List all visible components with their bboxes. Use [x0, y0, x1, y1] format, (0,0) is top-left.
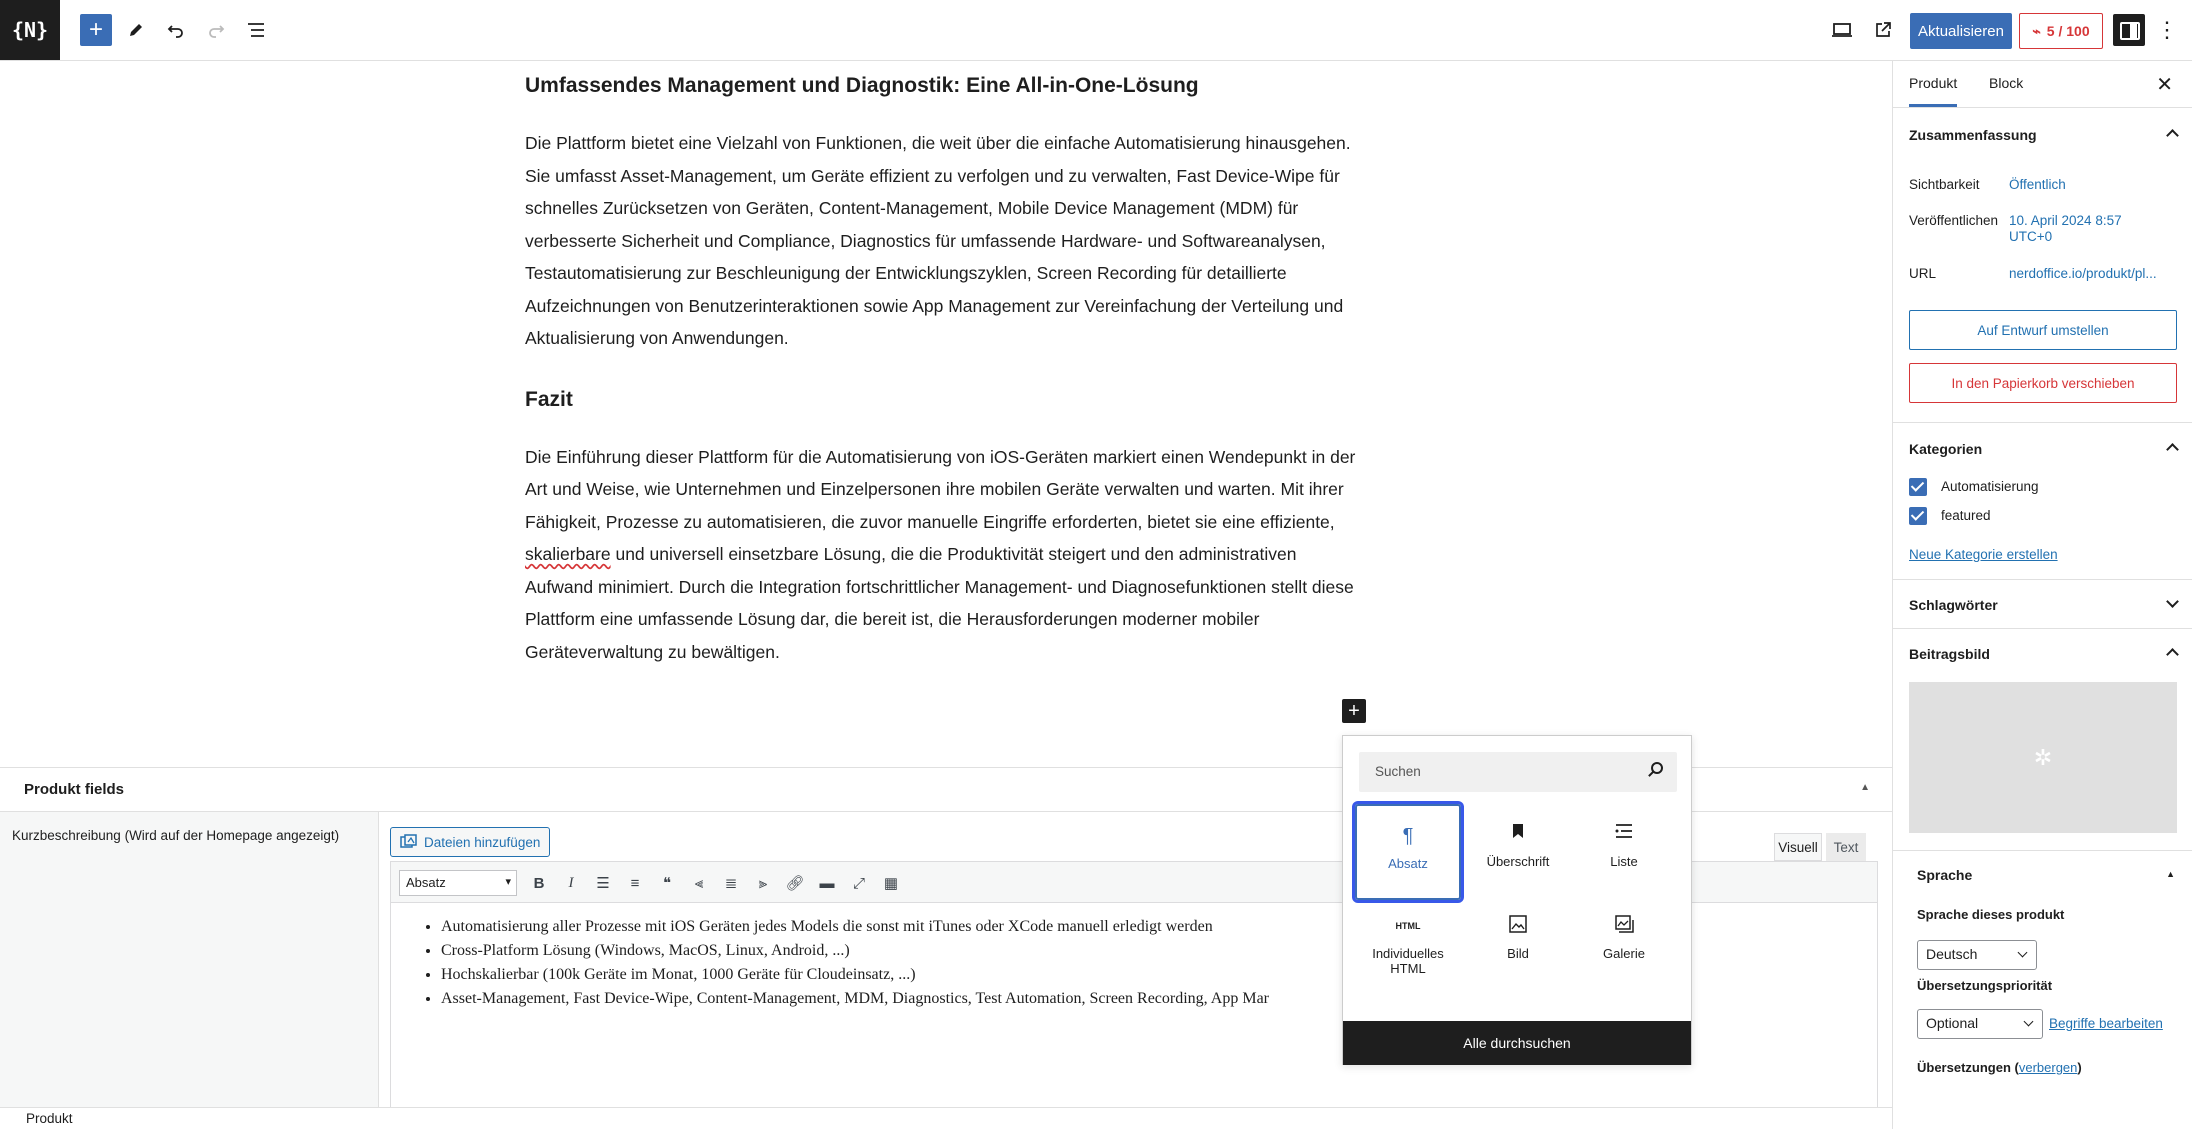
- switch-to-draft-button[interactable]: Auf Entwurf umstellen: [1909, 310, 2177, 350]
- list-item: • Cross-Platform Lösung (Windows, MacOS, Linux, Android, ...): [441, 939, 1269, 963]
- search-icon: [1651, 762, 1663, 774]
- url-label: URL: [1909, 266, 1937, 281]
- category-label: featured: [1941, 508, 1991, 523]
- block-label: Absatz: [1388, 856, 1428, 871]
- field-label: Kurzbeschreibung (Wird auf der Homepage angezeigt): [12, 828, 340, 843]
- paragraph-text: und universell einsetzbare Lösung, die die Produktivität steigert und den administrativen Aufwand minimiert. Durch die Integration fortschrittlicher Management- und Diagnosefunktionen stellt diese Plattform eine umfassende Lösung dar, die bereit ist, die Herausforderungen moderner mobiler Geräteverwaltung zu bewältigen.: [525, 544, 1354, 662]
- language-panel: [1893, 851, 2192, 1129]
- editor-canvas: [0, 61, 1892, 766]
- block-breadcrumb: [0, 1107, 1892, 1129]
- tab-text[interactable]: Text: [1826, 833, 1866, 861]
- misspelled-word: skalierbare: [525, 544, 611, 564]
- quick-inserter-popover: [1342, 735, 1692, 1065]
- preview-device-button[interactable]: [1826, 14, 1858, 46]
- chevron-up-icon[interactable]: [2166, 443, 2179, 456]
- read-more-icon[interactable]: ▬: [819, 874, 835, 892]
- bold-icon[interactable]: B: [533, 874, 545, 892]
- pencil-icon: [126, 20, 146, 40]
- sidebar-tabs: [1893, 61, 2192, 108]
- undo-button[interactable]: [160, 14, 192, 46]
- editor-header: [0, 0, 2192, 61]
- settings-sidebar-toggle[interactable]: [2113, 14, 2145, 46]
- content-paragraph[interactable]: [525, 441, 1365, 669]
- numbered-list-icon[interactable]: ≡: [630, 874, 640, 892]
- content-paragraph[interactable]: Die Plattform bietet eine Vielzahl von Funktionen, die weit über die einfache Automatisierung hinausgehen. Sie umfasst Asset-Management, um Geräte effizient zu verfolgen und zu verwalten, Fast Device-Wipe für schnelles Zurücksetzen von Geräten, Content-Management, Mobile Device Management (MDM) für verbesserte Sicherheit und Compliance, Diagnostics für umfassende Hardware- und Softwareanalysen, Testautomatisierung zur Beschleunigung der Entwicklungszyklen, Screen Recording für detaillierte Aufzeichnungen von Benutzerinteraktionen sowie App Management zur Vereinfachung der Verteilung und Aktualisierung von Anwendungen.: [525, 133, 1351, 348]
- search-placeholder: Suchen: [1375, 764, 1421, 779]
- more-options-button[interactable]: [2155, 14, 2179, 46]
- caret-up-icon[interactable]: ▲: [1860, 782, 1870, 793]
- block-heading[interactable]: [1465, 804, 1571, 900]
- score-icon: ⌁: [2032, 22, 2041, 39]
- list-view-icon: [245, 20, 267, 40]
- panel-title[interactable]: Schlagwörter: [1909, 597, 1998, 613]
- redo-button[interactable]: [200, 14, 232, 46]
- breadcrumb-item[interactable]: Produkt: [26, 1111, 73, 1126]
- italic-icon[interactable]: I: [568, 874, 574, 891]
- categories-panel: [1893, 423, 2192, 580]
- tags-panel: [1893, 580, 2192, 629]
- add-block-button[interactable]: [1342, 699, 1366, 723]
- align-left-icon[interactable]: ⫷: [694, 874, 704, 892]
- block-paragraph[interactable]: [1355, 804, 1461, 900]
- block-label: Liste: [1610, 854, 1638, 869]
- list-item: • Hochskalierbar (100k Geräte im Monat, 1000 Geräte für Cloudeinsatz, ...): [441, 963, 1269, 987]
- gallery-icon: [1571, 914, 1677, 938]
- url-value[interactable]: nerdoffice.io/produkt/pl...: [2009, 266, 2157, 281]
- tab-visual[interactable]: Visuell: [1774, 833, 1822, 861]
- toolbar-buttons: [525, 871, 905, 895]
- move-to-trash-button[interactable]: In den Papierkorb verschieben: [1909, 363, 2177, 403]
- browse-all-button[interactable]: Alle durchsuchen: [1343, 1021, 1691, 1065]
- published-date: 10. April 2024 8:57: [2009, 213, 2122, 228]
- language-label: Sprache dieses produkt: [1917, 907, 2065, 922]
- published-value[interactable]: [2009, 213, 2122, 245]
- panel-title[interactable]: Beitragsbild: [1909, 646, 1990, 662]
- featured-image-placeholder[interactable]: [1909, 682, 2177, 833]
- block-list[interactable]: [1571, 804, 1677, 900]
- category-checkbox[interactable]: [1909, 507, 1927, 525]
- image-icon: [1465, 914, 1571, 938]
- tools-button[interactable]: [120, 14, 152, 46]
- more-vertical-icon: ⋮: [2156, 17, 2178, 42]
- close-icon[interactable]: ✕: [2156, 74, 2173, 96]
- panel-title[interactable]: Zusammenfassung: [1909, 127, 2037, 143]
- caret-up-icon[interactable]: ▲: [2166, 869, 2175, 879]
- redo-icon: [206, 20, 226, 40]
- fullscreen-icon[interactable]: ⤢: [852, 874, 865, 892]
- add-media-button[interactable]: [390, 827, 550, 857]
- new-category-link[interactable]: Neue Kategorie erstellen: [1909, 547, 2058, 562]
- block-label: Überschrift: [1486, 854, 1550, 869]
- document-overview-button[interactable]: [240, 14, 272, 46]
- block-image[interactable]: [1465, 896, 1571, 992]
- category-checkbox[interactable]: [1909, 478, 1927, 496]
- site-logo[interactable]: [0, 0, 60, 60]
- blockquote-icon[interactable]: ❝: [662, 875, 672, 892]
- list-icon: [1571, 822, 1677, 846]
- list-item: • Automatisierung aller Prozesse mit iOS Geräten jedes Models die sonst mit iTunes oder XCode manuell erledigt werden: [441, 915, 1269, 939]
- undo-icon: [166, 20, 186, 40]
- hide-translations-link[interactable]: verbergen: [2018, 1060, 2078, 1075]
- language-select[interactable]: Deutsch: [1917, 940, 2037, 970]
- plus-icon: +: [1348, 700, 1360, 722]
- seo-score-button[interactable]: [2019, 13, 2103, 49]
- logo-text: {N}: [11, 18, 49, 42]
- field-label-column: [0, 812, 379, 1108]
- align-right-icon[interactable]: ⫸: [758, 874, 768, 892]
- chevron-down-icon[interactable]: [2166, 595, 2179, 608]
- category-label: Automatisierung: [1941, 479, 2039, 494]
- published-timezone: UTC+0: [2009, 229, 2053, 244]
- paragraph-text: Die Einführung dieser Plattform für die Automatisierung von iOS-Geräten markiert einen Wendepunkt in der Art und Weise, wie Unternehmen und Einzelpersonen ihre mobilen Geräte verwalten und warten. Mit ihrer Fähigkeit, Prozesse zu automatisieren, die zuvor manuelle Eingriffe erforderten, bietet sie eine effiziente,: [525, 446, 1356, 532]
- html-icon: HTML: [1395, 921, 1421, 931]
- block-search-input[interactable]: [1359, 752, 1677, 792]
- bullet-list: [441, 915, 1269, 1011]
- post-content: [525, 71, 1365, 668]
- chevron-up-icon[interactable]: [2166, 648, 2179, 661]
- external-link-icon: [1873, 20, 1893, 40]
- priority-select[interactable]: Optional: [1917, 1009, 2043, 1039]
- visibility-value[interactable]: Öffentlich: [2009, 177, 2066, 192]
- media-icon: [400, 834, 418, 850]
- toolbar-toggle-icon[interactable]: ▦: [883, 875, 899, 892]
- visibility-label: Sichtbarkeit: [1909, 177, 1980, 192]
- score-value: 5 / 100: [2046, 23, 2090, 39]
- bookmark-icon: [1465, 822, 1571, 846]
- image-placeholder-icon: ✲: [2033, 745, 2053, 770]
- edit-terms-link[interactable]: Begriffe bearbeiten: [2049, 1016, 2163, 1031]
- block-gallery[interactable]: [1571, 896, 1677, 992]
- summary-panel: [1893, 109, 2192, 423]
- update-button[interactable]: Aktualisieren: [1910, 13, 2012, 49]
- tab-block[interactable]: Block: [1989, 75, 2024, 91]
- tab-product[interactable]: Produkt: [1909, 75, 1957, 107]
- chevron-up-icon[interactable]: [2166, 129, 2179, 142]
- list-item: • Asset-Management, Fast Device-Wipe, Content-Management, MDM, Diagnostics, Test Automation, Screen Recording, App Mar: [441, 987, 1269, 1011]
- link-icon[interactable]: 🔗︎: [785, 875, 805, 892]
- metabox-title: Produkt fields: [24, 781, 125, 798]
- block-label: Bild: [1507, 946, 1529, 961]
- content-heading[interactable]: Fazit: [525, 387, 573, 411]
- paragraph-icon: ¶: [1402, 825, 1414, 847]
- translations-label: Übersetzungen (verbergen): [1917, 1060, 2082, 1075]
- bullet-list-icon[interactable]: ☰: [596, 875, 610, 892]
- priority-label: Übersetzungspriorität: [1917, 978, 2053, 993]
- featured-image-panel: [1893, 629, 2192, 851]
- block-label: Individuelles HTML: [1372, 946, 1444, 976]
- block-label: Galerie: [1603, 946, 1645, 961]
- add-media-label: Dateien hinzufügen: [424, 834, 541, 850]
- view-post-button[interactable]: [1867, 14, 1899, 46]
- block-inserter-toggle-button[interactable]: [80, 14, 112, 46]
- format-select[interactable]: Absatz ▾: [399, 870, 517, 896]
- desktop-icon: [1831, 20, 1853, 40]
- settings-sidebar: [1892, 61, 2192, 1129]
- align-center-icon[interactable]: ≣: [724, 875, 738, 892]
- block-custom-html[interactable]: [1355, 896, 1461, 992]
- published-label: Veröffentlichen: [1909, 213, 1999, 228]
- panel-title[interactable]: Kategorien: [1909, 441, 1983, 457]
- plus-icon: +: [88, 16, 103, 43]
- panel-title[interactable]: Sprache: [1917, 867, 1973, 883]
- content-heading[interactable]: Umfassendes Management und Diagnostik: Eine All-in-One-Lösung: [525, 74, 1199, 97]
